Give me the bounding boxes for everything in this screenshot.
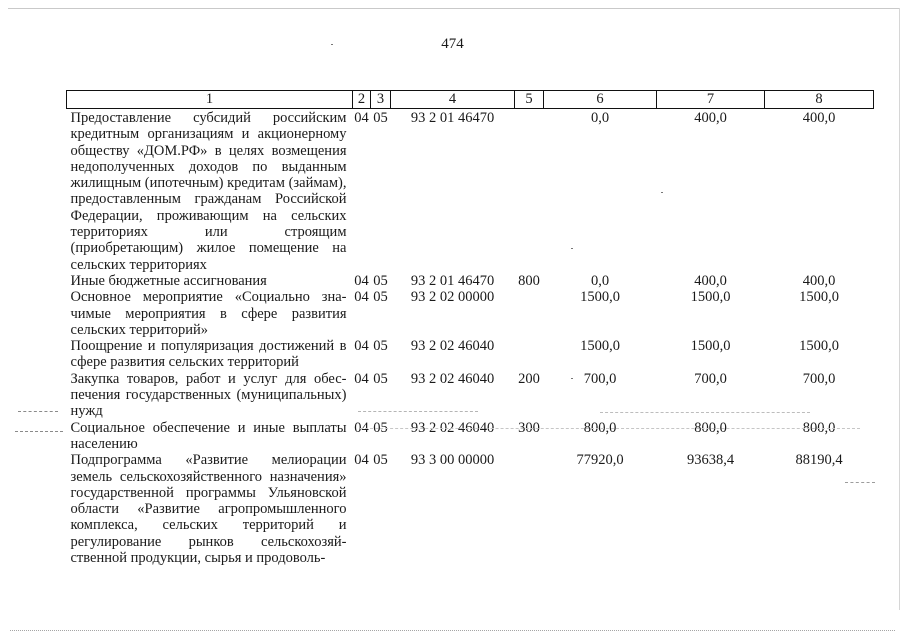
scan-artifact-dash (15, 431, 63, 432)
row-value-2021: 1500,0 (799, 338, 839, 355)
row-value-2021: 700,0 (802, 370, 836, 387)
scan-artifact-dash (358, 411, 478, 412)
row-csr: 93 3 00 00000 (410, 452, 495, 469)
scan-artifact-dash (600, 412, 810, 413)
row-name: Закупка товаров, работ и услуг для обеспечения государственных (муниципальных) нужд (70, 370, 347, 420)
row-csr: 93 2 02 46040 (410, 370, 495, 387)
row-value-2019: 700,0 (583, 370, 617, 387)
row-csr: 93 2 01 46470 (410, 272, 495, 289)
scan-artifact-dash (360, 428, 860, 429)
scan-bottom-noise (10, 630, 895, 631)
scan-artifact-dash (18, 411, 58, 412)
scan-artifact-dash (845, 482, 875, 483)
row-value-2021: 400,0 (802, 110, 836, 126)
row-value-2020: 1500,0 (690, 289, 731, 306)
row-csr: 93 2 01 46470 (410, 110, 495, 126)
row-name: Иные бюджетные ассигнования (70, 272, 267, 289)
row-csr: 93 2 02 46040 (410, 338, 495, 355)
row-vr (515, 338, 544, 371)
header-col-8: 8 (765, 91, 874, 109)
row-value-2019: 800,0 (583, 419, 617, 436)
header-col-5: 5 (515, 91, 544, 109)
scan-artifact-speck (331, 44, 333, 45)
row-rz: 04 (354, 272, 369, 289)
row-value-2021: 800,0 (802, 419, 836, 436)
header-col-4: 4 (391, 91, 515, 109)
row-name: Подпрограмма «Развитие мелиорации земель сельскохозяйственного назначения» государственной программы Ульяновской области «Развитие агропромышленного комплекса, сельских территорий и регулирование рынков сельскохозяйственной продукции, сырья и продоволь- (70, 452, 347, 567)
row-vr (515, 452, 544, 566)
row-pr: 05 (373, 338, 388, 355)
table-row (67, 338, 874, 371)
scan-top-border (8, 8, 899, 9)
header-col-1: 1 (67, 91, 353, 109)
row-pr: 05 (373, 272, 388, 289)
row-vr (515, 109, 544, 273)
table-row (67, 420, 874, 453)
row-pr: 05 (373, 370, 388, 387)
row-pr: 05 (373, 110, 388, 126)
row-value-2019: 1500,0 (580, 289, 620, 306)
header-col-3: 3 (371, 91, 391, 109)
table-row (67, 273, 874, 289)
scan-right-border (899, 8, 900, 610)
table-header-row (67, 91, 874, 109)
row-value-2020: 400,0 (694, 272, 727, 289)
row-value-2020: 700,0 (694, 370, 727, 387)
row-value-2020: 800,0 (694, 419, 727, 436)
page-number: 474 (441, 36, 464, 52)
header-col-7: 7 (657, 91, 765, 109)
header-col-6: 6 (544, 91, 657, 109)
header-col-2: 2 (353, 91, 371, 109)
row-value-2020: 1500,0 (690, 338, 731, 355)
scan-artifact-speck (661, 192, 663, 193)
row-csr: 93 2 02 00000 (410, 289, 495, 306)
row-rz: 04 (354, 338, 369, 355)
row-value-2021: 1500,0 (799, 289, 839, 306)
row-vr: 200 (518, 370, 540, 387)
row-rz: 04 (354, 289, 369, 306)
row-vr (515, 289, 544, 338)
row-value-2020: 400,0 (694, 110, 727, 126)
row-name: Предоставление субсидий российским кредитным организациям и акционерному обществу «ДОМ.РФ» в целях возмещения недополученных доходов по выданным жилищным (ипотечным) кредитам (займам), предоставленным гражданам Российской Федерации, проживающим на сельских территориях или строящим (приобретающим) жилое помещение на сельских территориях (70, 110, 347, 273)
row-value-2019: 0,0 (590, 272, 610, 289)
row-value-2020: 93638,4 (686, 452, 735, 469)
table-row (67, 109, 874, 273)
row-name: Основное мероприятие «Социально значимые мероприятия в сфере развития сельских территорий» (70, 289, 347, 338)
row-rz: 04 (354, 419, 369, 436)
row-value-2021: 88190,4 (795, 452, 843, 469)
row-rz: 04 (354, 370, 369, 387)
row-name: Социальное обеспечение и иные выплаты населению (70, 419, 347, 452)
row-pr: 05 (373, 419, 388, 436)
table-row (67, 289, 874, 338)
row-value-2019: 77920,0 (576, 452, 624, 469)
row-name: Поощрение и популяризация достижений в сфере развития сельских территорий (70, 338, 347, 371)
row-value-2019: 1500,0 (580, 338, 620, 355)
scan-artifact-speck (571, 378, 573, 379)
row-rz: 04 (354, 110, 369, 126)
row-vr: 300 (518, 419, 540, 436)
row-value-2019: 0,0 (590, 110, 610, 126)
row-vr: 800 (518, 272, 540, 289)
row-pr: 05 (373, 452, 388, 469)
table-row (67, 452, 874, 566)
row-csr: 93 2 02 46040 (410, 419, 495, 436)
row-value-2021: 400,0 (802, 272, 836, 289)
budget-table (66, 90, 874, 566)
row-rz: 04 (354, 452, 369, 469)
scan-artifact-speck (571, 248, 573, 249)
row-pr: 05 (373, 289, 388, 306)
